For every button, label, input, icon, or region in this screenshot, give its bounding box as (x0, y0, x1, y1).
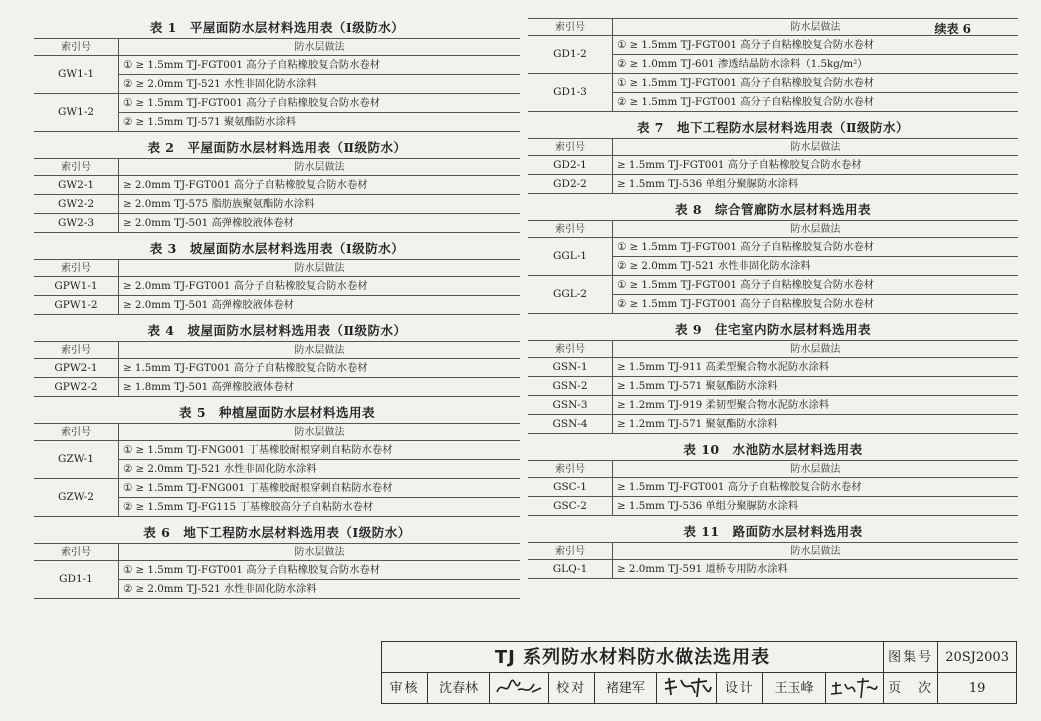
method-text: ① ≥ 1.5mm TJ-FGT001 高分子自粘橡胶复合防水卷材 (613, 276, 1019, 295)
header-code: 索引号 (34, 424, 119, 441)
method-text: ① ≥ 1.5mm TJ-FGT001 高分子自粘橡胶复合防水卷材 (119, 56, 521, 75)
material-table (34, 259, 520, 315)
index-code: GW1-1 (34, 56, 119, 94)
table-row (528, 156, 1018, 175)
page-label: 页 次 (884, 673, 938, 704)
header-method: 防水层做法 (119, 544, 521, 561)
table-header-row (34, 260, 520, 277)
table-header-row (528, 341, 1018, 358)
table-row (528, 276, 1018, 295)
table-row (528, 74, 1018, 93)
method-text: ≥ 1.5mm TJ-FGT001 高分子自粘橡胶复合防水卷材 (613, 156, 1019, 175)
header-code: 索引号 (528, 221, 613, 238)
index-code: GZW-2 (34, 479, 119, 517)
header-method: 防水层做法 (613, 19, 1019, 36)
header-code: 索引号 (528, 543, 613, 560)
table-header-row (528, 461, 1018, 478)
material-table (34, 38, 520, 132)
reviewer-signature (490, 673, 548, 704)
table-title: 表 2 平屋面防水层材料选用表（Ⅱ级防水） (147, 140, 407, 155)
material-table (34, 158, 520, 233)
page-number: 19 (938, 673, 1017, 704)
table-row (34, 214, 520, 233)
table-title: 表 7 地下工程防水层材料选用表（Ⅱ级防水） (636, 120, 910, 135)
atlas-label: 图集号 (884, 642, 938, 673)
header-method: 防水层做法 (613, 139, 1019, 156)
method-text: ≥ 2.0mm TJ-501 高弹橡胶液体卷材 (119, 214, 521, 233)
table-header-row (34, 424, 520, 441)
method-text: ≥ 2.0mm TJ-591 道桥专用防水涂料 (613, 560, 1019, 579)
index-code: GGL-2 (528, 276, 613, 314)
index-code: GD1-2 (528, 36, 613, 74)
material-table (528, 138, 1018, 194)
review-label: 审核 (382, 673, 428, 704)
header-method: 防水层做法 (119, 424, 521, 441)
table-title: 表 8 综合管廊防水层材料选用表 (674, 202, 872, 217)
material-table (528, 18, 1018, 112)
header-method: 防水层做法 (613, 461, 1019, 478)
table-row (34, 195, 520, 214)
index-code: GSN-2 (528, 377, 613, 396)
header-method: 防水层做法 (613, 543, 1019, 560)
index-code: GPW1-2 (34, 296, 119, 315)
method-text: ≥ 2.0mm TJ-FGT001 高分子自粘橡胶复合防水卷材 (119, 176, 521, 195)
table-row (34, 561, 520, 580)
table-row (528, 175, 1018, 194)
index-code: GSN-3 (528, 396, 613, 415)
table-title: 表 10 水池防水层材料选用表 (683, 442, 863, 457)
index-code: GPW1-1 (34, 277, 119, 296)
index-code: GW2-3 (34, 214, 119, 233)
method-text: ② ≥ 1.0mm TJ-601 渗透结晶防水涂料（1.5kg/m²） (613, 55, 1019, 74)
atlas-number: 20SJ2003 (938, 642, 1017, 673)
method-text: ① ≥ 1.5mm TJ-FNG001 丁基橡胶耐根穿刺自粘防水卷材 (119, 479, 521, 498)
table-title: 表 3 坡屋面防水层材料选用表（Ⅰ级防水） (149, 241, 405, 256)
method-text: ① ≥ 1.5mm TJ-FGT001 高分子自粘橡胶复合防水卷材 (613, 238, 1019, 257)
header-code: 索引号 (528, 341, 613, 358)
table-title: 表 4 坡屋面防水层材料选用表（Ⅱ级防水） (147, 323, 407, 338)
index-code: GW1-2 (34, 94, 119, 132)
table-row (528, 497, 1018, 516)
table-row (34, 94, 520, 113)
header-code: 索引号 (528, 19, 613, 36)
header-code: 索引号 (34, 39, 119, 56)
table-row (34, 479, 520, 498)
designer-signature (825, 673, 883, 704)
material-table (34, 423, 520, 517)
method-text: ≥ 2.0mm TJ-575 脂肪族聚氨酯防水涂料 (119, 195, 521, 214)
method-text: ② ≥ 1.5mm TJ-FGT001 高分子自粘橡胶复合防水卷材 (613, 93, 1019, 112)
table-header-row (34, 544, 520, 561)
index-code: GGL-1 (528, 238, 613, 276)
table-row (528, 36, 1018, 55)
method-text: ① ≥ 1.5mm TJ-FGT001 高分子自粘橡胶复合防水卷材 (119, 561, 521, 580)
table-header-row (528, 221, 1018, 238)
table-row (528, 238, 1018, 257)
method-text: ≥ 1.5mm TJ-911 高柔型聚合物水泥防水涂料 (613, 358, 1019, 377)
table-row (528, 560, 1018, 579)
table-row (528, 377, 1018, 396)
checker-signature (657, 673, 717, 704)
table-row (528, 478, 1018, 497)
method-text: ① ≥ 1.5mm TJ-FGT001 高分子自粘橡胶复合防水卷材 (613, 74, 1019, 93)
table-title: 表 11 路面防水层材料选用表 (683, 524, 863, 539)
header-method: 防水层做法 (119, 159, 521, 176)
table-row (528, 415, 1018, 434)
index-code: GW2-2 (34, 195, 119, 214)
method-text: ① ≥ 1.5mm TJ-FGT001 高分子自粘橡胶复合防水卷材 (613, 36, 1019, 55)
method-text: ≥ 1.2mm TJ-919 柔韧型聚合物水泥防水涂料 (613, 396, 1019, 415)
table-row (34, 176, 520, 195)
method-text: ② ≥ 2.0mm TJ-521 水性非固化防水涂料 (119, 75, 521, 94)
header-method: 防水层做法 (613, 341, 1019, 358)
table-header-row (528, 139, 1018, 156)
index-code: GD1-1 (34, 561, 119, 599)
header-method: 防水层做法 (119, 342, 521, 359)
drawing-title: TJ 系列防水材料防水做法选用表 (382, 642, 884, 673)
table-header-row (528, 19, 1018, 36)
material-table (528, 220, 1018, 314)
index-code: GSN-1 (528, 358, 613, 377)
method-text: ② ≥ 1.5mm TJ-FG115 丁基橡胶高分子自粘防水卷材 (119, 498, 521, 517)
index-code: GW2-1 (34, 176, 119, 195)
header-method: 防水层做法 (613, 221, 1019, 238)
title-block (381, 641, 1017, 704)
method-text: ① ≥ 1.5mm TJ-FGT001 高分子自粘橡胶复合防水卷材 (119, 94, 521, 113)
method-text: ② ≥ 2.0mm TJ-521 水性非固化防水涂料 (119, 460, 521, 479)
index-code: GD1-3 (528, 74, 613, 112)
header-code: 索引号 (34, 260, 119, 277)
header-code: 索引号 (34, 342, 119, 359)
header-code: 索引号 (528, 461, 613, 478)
checker-name: 褚建军 (594, 673, 656, 704)
index-code: GSN-4 (528, 415, 613, 434)
method-text: ≥ 1.5mm TJ-536 单组分聚脲防水涂料 (613, 175, 1019, 194)
index-code: GSC-2 (528, 497, 613, 516)
index-code: GD2-2 (528, 175, 613, 194)
material-table (528, 460, 1018, 516)
method-text: ≥ 1.5mm TJ-FGT001 高分子自粘橡胶复合防水卷材 (613, 478, 1019, 497)
header-method: 防水层做法 (119, 260, 521, 277)
method-text: ② ≥ 1.5mm TJ-FGT001 高分子自粘橡胶复合防水卷材 (613, 295, 1019, 314)
method-text: ② ≥ 2.0mm TJ-521 水性非固化防水涂料 (613, 257, 1019, 276)
index-code: GD2-1 (528, 156, 613, 175)
index-code: GZW-1 (34, 441, 119, 479)
table-header-row (34, 342, 520, 359)
design-label: 设计 (717, 673, 763, 704)
material-table (528, 542, 1018, 579)
check-label: 校对 (548, 673, 594, 704)
continued-label: 续表 6 (934, 22, 971, 36)
material-table (34, 543, 520, 599)
method-text: ≥ 1.8mm TJ-501 高弹橡胶液体卷材 (119, 378, 521, 397)
header-method: 防水层做法 (119, 39, 521, 56)
method-text: ≥ 2.0mm TJ-FGT001 高分子自粘橡胶复合防水卷材 (119, 277, 521, 296)
table-row (34, 378, 520, 397)
table-header-row (34, 39, 520, 56)
table-title: 表 5 种植屋面防水层材料选用表 (178, 405, 376, 420)
table-title: 表 1 平屋面防水层材料选用表（Ⅰ级防水） (149, 20, 405, 35)
method-text: ① ≥ 1.5mm TJ-FNG001 丁基橡胶耐根穿刺自粘防水卷材 (119, 441, 521, 460)
header-code: 索引号 (528, 139, 613, 156)
table-row (34, 277, 520, 296)
method-text: ② ≥ 2.0mm TJ-521 水性非固化防水涂料 (119, 580, 521, 599)
table-row (34, 441, 520, 460)
material-table (528, 340, 1018, 434)
table-row (34, 56, 520, 75)
method-text: ≥ 1.5mm TJ-571 聚氨酯防水涂料 (613, 377, 1019, 396)
header-code: 索引号 (34, 544, 119, 561)
table-row (34, 296, 520, 315)
index-code: GPW2-1 (34, 359, 119, 378)
index-code: GPW2-2 (34, 378, 119, 397)
method-text: ≥ 1.5mm TJ-536 单组分聚脲防水涂料 (613, 497, 1019, 516)
method-text: ≥ 1.5mm TJ-FGT001 高分子自粘橡胶复合防水卷材 (119, 359, 521, 378)
table-row (528, 396, 1018, 415)
method-text: ② ≥ 1.5mm TJ-571 聚氨酯防水涂料 (119, 113, 521, 132)
table-row (528, 358, 1018, 377)
material-table (34, 341, 520, 397)
table-title: 表 6 地下工程防水层材料选用表（Ⅰ级防水） (143, 525, 411, 540)
table-title: 表 9 住宅室内防水层材料选用表 (674, 322, 872, 337)
right-column (528, 18, 1018, 579)
table-header-row (34, 159, 520, 176)
index-code: GLQ-1 (528, 560, 613, 579)
header-code: 索引号 (34, 159, 119, 176)
left-column (34, 18, 520, 599)
table-header-row (528, 543, 1018, 560)
table-row (34, 359, 520, 378)
method-text: ≥ 2.0mm TJ-501 高弹橡胶液体卷材 (119, 296, 521, 315)
index-code: GSC-1 (528, 478, 613, 497)
method-text: ≥ 1.2mm TJ-571 聚氨酯防水涂料 (613, 415, 1019, 434)
reviewer-name: 沈春林 (428, 673, 490, 704)
designer-name: 王玉峰 (763, 673, 825, 704)
